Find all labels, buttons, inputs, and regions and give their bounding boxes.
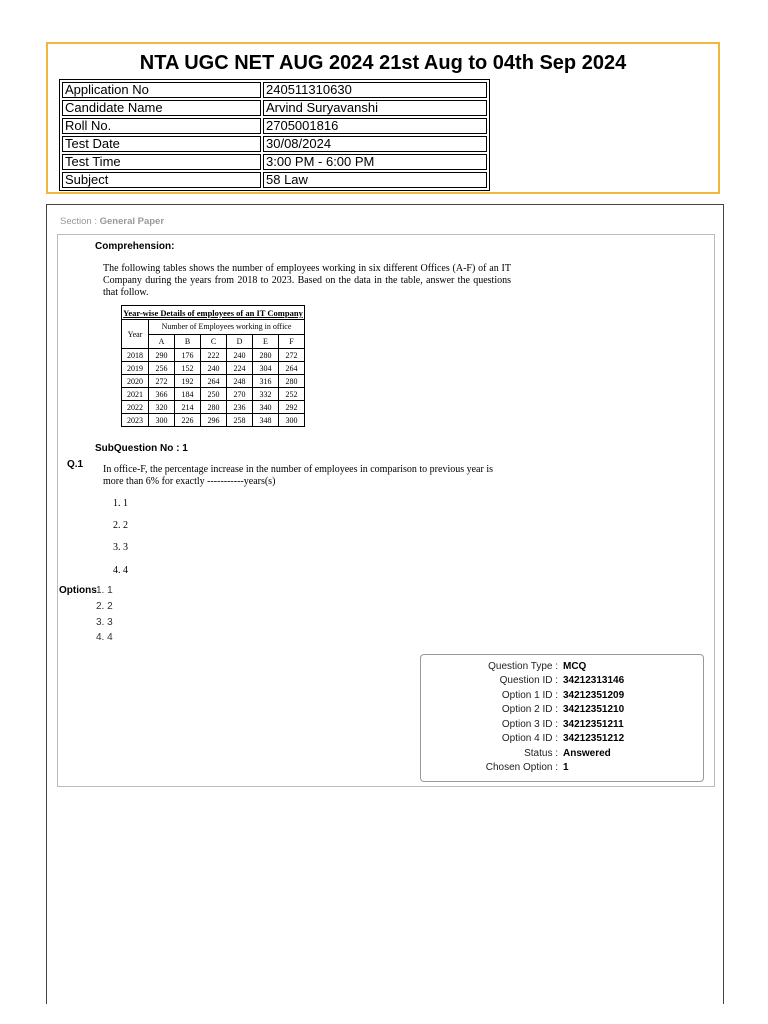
question-choice: 3. 3 [113,542,128,553]
option-item: 1. 1 [96,585,113,596]
table-row [62,82,487,98]
table-row [122,375,305,388]
table-cell: 272 [279,349,305,362]
table-cell: 300 [149,414,175,427]
table-cell: 192 [175,375,201,388]
table-caption: Year-wise Details of employees of an IT Company [123,307,303,318]
table-row [122,362,305,375]
meta-value: 34212351212 [563,733,625,744]
table-row [122,320,305,335]
info-value: 30/08/2024 [263,136,487,152]
question-choice: 4. 4 [113,565,128,576]
meta-value: 34212351211 [563,719,624,730]
table-cell: 280 [279,375,305,388]
comprehension-label: Comprehension: [95,241,175,252]
table-cell: 248 [227,375,253,388]
info-value: 58 Law [263,172,487,188]
table-cell: 224 [227,362,253,375]
meta-row [420,690,704,704]
table-cell: 304 [253,362,279,375]
info-value: 2705001816 [263,118,487,134]
table-cell: 272 [149,375,175,388]
meta-row [420,762,704,776]
info-label: Candidate Name [62,100,261,116]
table-cell: 292 [279,401,305,414]
option-item: 4. 4 [96,632,113,643]
table-cell: 214 [175,401,201,414]
info-label: Subject [62,172,261,188]
table-row [62,154,487,170]
table-cell: 270 [227,388,253,401]
table-row [122,401,305,414]
options-label: Options [59,585,97,596]
meta-label: Question Type : [488,661,558,672]
info-label: Test Time [62,154,261,170]
candidate-header [46,42,720,194]
table-cell: 300 [279,414,305,427]
table-cell: 320 [149,401,175,414]
table-cell: 264 [279,362,305,375]
option-item: 3. 3 [96,617,113,628]
info-label: Application No [62,82,261,98]
meta-value: 34212351209 [563,690,625,701]
table-row [62,172,487,188]
group-header: Number of Employees working in office [149,320,305,335]
meta-row [420,704,704,718]
question-choice: 1. 1 [113,498,128,509]
table-cell: 280 [201,401,227,414]
table-row [62,100,487,116]
comprehension-text: The following tables shows the number of employees working in six different Offices (A-F) of an IT Company during the years from 2018 to 2023. Based on the data in the table, answer the questions that follow. [103,263,511,298]
meta-row [420,675,704,689]
office-header: B [175,334,201,349]
meta-row [420,733,704,747]
section-name: General Paper [99,216,165,227]
table-cell: 348 [253,414,279,427]
info-label: Roll No. [62,118,261,134]
table-cell: 152 [175,362,201,375]
table-cell: 240 [201,362,227,375]
year-cell: 2020 [122,375,149,388]
table-row [122,334,305,349]
table-row [122,306,305,320]
table-cell: 316 [253,375,279,388]
table-cell: 184 [175,388,201,401]
meta-label: Option 4 ID : [501,733,558,744]
subquestion-label: SubQuestion No : 1 [95,443,188,454]
table-row [122,414,305,427]
table-row [62,136,487,152]
info-value: 3:00 PM - 6:00 PM [263,154,487,170]
office-header: A [149,334,175,349]
table-row [122,349,305,362]
office-header: D [227,334,253,349]
page-title: NTA UGC NET AUG 2024 21st Aug to 04th Sep 2024 [139,52,627,74]
info-value: 240511310630 [263,82,487,98]
meta-value: MCQ [563,661,587,672]
meta-label: Option 1 ID : [501,690,558,701]
meta-label: Option 3 ID : [501,719,558,730]
table-cell: 280 [253,349,279,362]
table-cell: 222 [201,349,227,362]
meta-row [420,661,704,675]
question-choice: 2. 2 [113,520,128,531]
table-cell: 252 [279,388,305,401]
meta-value: 1 [563,762,569,773]
section-title [60,216,164,227]
option-item: 2. 2 [96,601,113,612]
office-header: C [201,334,227,349]
info-value: Arvind Suryavanshi [263,100,487,116]
meta-row [420,719,704,733]
table-cell: 332 [253,388,279,401]
meta-value: 34212313146 [563,675,625,686]
meta-value: Answered [563,748,611,759]
table-cell: 264 [201,375,227,388]
employee-data-table [121,305,305,427]
office-header: F [279,334,305,349]
year-cell: 2022 [122,401,149,414]
office-header: E [253,334,279,349]
year-cell: 2023 [122,414,149,427]
meta-label: Question ID : [499,675,558,686]
meta-row [420,748,704,762]
candidate-info-table [59,79,490,191]
table-cell: 236 [227,401,253,414]
year-header: Year [122,320,149,349]
section-prefix: Section : [60,216,100,227]
question-number: Q.1 [67,459,84,470]
table-cell: 258 [227,414,253,427]
table-cell: 296 [201,414,227,427]
meta-label: Option 2 ID : [501,704,558,715]
year-cell: 2018 [122,349,149,362]
table-cell: 226 [175,414,201,427]
table-cell: 290 [149,349,175,362]
table-row [62,118,487,134]
table-cell: 176 [175,349,201,362]
meta-label: Status : [524,748,558,759]
question-text: In office-F, the percentage increase in the number of employees in comparison to previous year is more than 6% for exactly -----------years(s) [103,464,493,487]
table-cell: 250 [201,388,227,401]
year-cell: 2021 [122,388,149,401]
table-cell: 240 [227,349,253,362]
table-cell: 340 [253,401,279,414]
table-cell: 366 [149,388,175,401]
table-cell: 256 [149,362,175,375]
meta-label: Chosen Option : [485,762,558,773]
info-label: Test Date [62,136,261,152]
meta-value: 34212351210 [563,704,625,715]
year-cell: 2019 [122,362,149,375]
table-row [122,388,305,401]
